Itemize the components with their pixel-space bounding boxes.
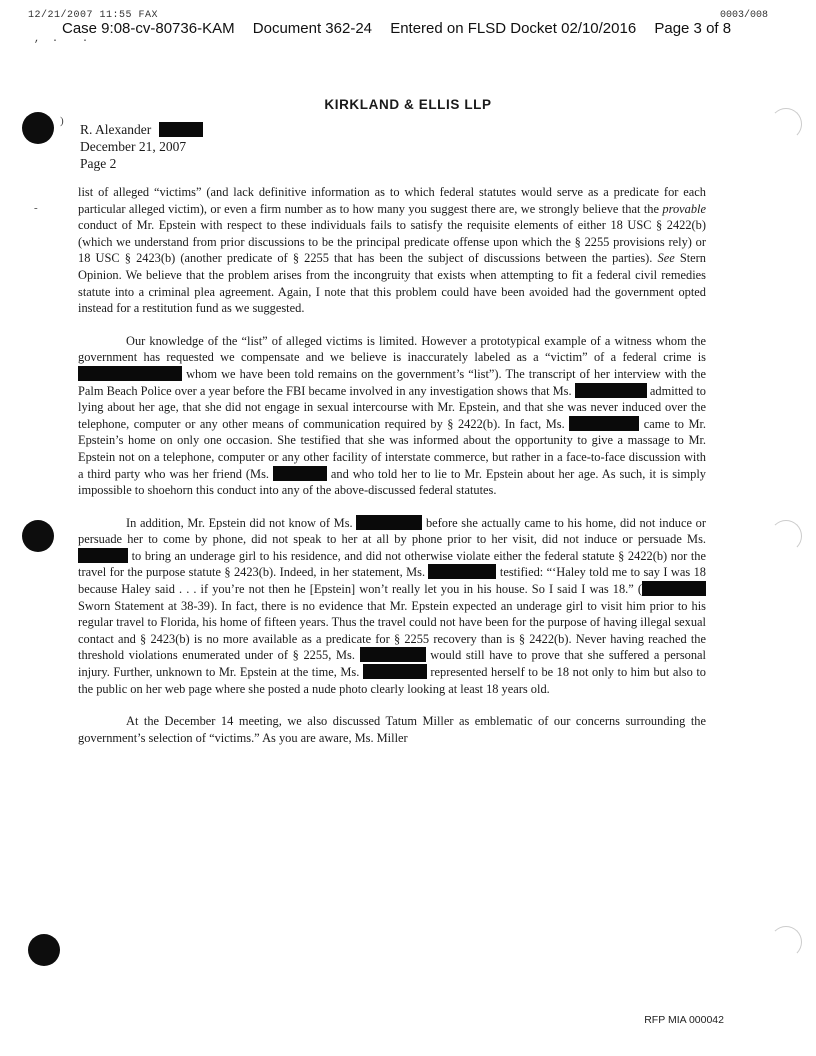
redaction xyxy=(575,383,647,398)
page-indicator: Page 3 of 8 xyxy=(654,20,732,37)
text-run: admitted to lying about her age, that she did not engage in sexual intercourse with Mr. Epstein, and that she was never induced over the telephone, computer or any other means of communication required by § 2422(b). In fact, Ms. xyxy=(78,383,706,431)
hole-punch xyxy=(22,112,54,144)
redaction xyxy=(363,664,427,679)
addressee-name: R. Alexander xyxy=(80,122,152,137)
fax-page-count: 0003/008 xyxy=(719,10,768,21)
paragraph-2 xyxy=(78,333,706,499)
paragraph-1 xyxy=(78,184,706,317)
docket-entry: Entered on FLSD Docket 02/10/2016 xyxy=(390,20,637,37)
text-run: testified: “‘Haley told me to say I was 18 because Haley said . . . if you’re not then he [Epstein] won’t really let you in his house. So I said I was 18.” ( xyxy=(78,565,706,597)
paragraph-3 xyxy=(78,515,706,698)
fax-timestamp: 12/21/2007 11:55 FAX xyxy=(28,10,159,21)
text-run: would still have to prove that she suffered a personal injury. Further, unknown to Mr. Epstein at the time, Ms. xyxy=(78,648,706,680)
text-run: Our knowledge of the “list” of alleged victims is limited. However a prototypical example of a witness whom the government has requested we compensate and we believe is inaccurately labeled as a “victim” of a federal crime is xyxy=(78,333,706,365)
hole-punch xyxy=(22,520,54,552)
bates-number: RFP MIA 000042 xyxy=(644,1014,724,1026)
text-run: to bring an underage girl to his residence, and did not otherwise violate either the federal statute § 2422(b) nor the travel for the purpose statute § 2423(b). Indeed, in her statement, Ms. xyxy=(78,548,706,580)
text-run: Sworn Statement at 38-39). In fact, there is no evidence that Mr. Epstein expected an underage girl to visit him prior to his regular travel to Florida, his home of fifteen years. Thus the travel could not have been for the purpose of having illegal sexual contact and § 2423(b) is no more available as a predicate for § 2255 recovery than is § 2422(b). Never having reached the threshold violations enumerated under of § 2255, Ms. xyxy=(78,598,706,663)
text-run: list of alleged “victims” (and lack definitive information as to which federal statutes would serve as a predicate for each particular alleged victim), or even a firm number as to how many you suggest there are, we strongly believe that the xyxy=(78,185,706,216)
redaction xyxy=(569,416,639,431)
scan-mark: ) xyxy=(60,115,64,127)
redaction xyxy=(642,581,706,596)
redaction xyxy=(428,564,496,579)
text-run: In addition, Mr. Epstein did not know of Ms. xyxy=(126,515,353,530)
text-run: Stern Opinion. We believe that the problem arises from the incongruity that exists when attempting to fit a federal civil remedies statute into a criminal plea agreement. Again, I note that this problem could have been avoided had the government opted instead for a restitution fund as we suggested. xyxy=(78,251,706,316)
paragraph-4 xyxy=(78,713,706,746)
text-run-italic: provable xyxy=(662,201,706,216)
addressee-name-line xyxy=(80,121,203,138)
text-run: before she actually came to his home, did not induce or persuade her to come by phone, did not speak to her at all by phone prior to her visit, did not induce or persuade Ms. xyxy=(78,515,706,547)
document-number: Document 362-24 xyxy=(252,20,373,37)
hole-punch xyxy=(28,934,60,966)
redaction xyxy=(78,548,128,563)
case-header xyxy=(62,20,802,37)
binder-ring-mark xyxy=(770,108,802,140)
letter-page-number: Page 2 xyxy=(80,156,117,171)
text-run: whom we have been told remains on the government’s “list”). The transcript of her interview with the Palm Beach Police over a year before the FBI became involved in any investigation shows that Ms. xyxy=(78,366,706,398)
text-run: conduct of Mr. Epstein with respect to these individuals fails to satisfy the requisite elements of either 18 USC § 2422(b) (which we understand from prior discussions to be the principal predicate offense upon which the § 2255 provisions rely) or 18 USC § 2423(b) (another predicate of § 2255 that has been the subject of discussions between the parties). xyxy=(78,218,706,266)
redaction xyxy=(360,647,426,662)
binder-ring-mark xyxy=(770,926,802,958)
case-number: Case 9:08-cv-80736-KAM xyxy=(62,20,235,37)
text-run: represented herself to be 18 not only to him but also to the public on her web page where she posted a nude photo clearly looking at least 18 years old. xyxy=(78,665,706,696)
scan-mark: - xyxy=(34,202,38,214)
redaction xyxy=(78,366,182,381)
letter-date: December 21, 2007 xyxy=(80,139,187,154)
redaction xyxy=(273,466,327,481)
text-run: and who told her to lie to Mr. Epstein about her age. As such, it is simply impossible to shoehorn this conduct into any of the above-discussed federal statutes. xyxy=(78,466,706,498)
addressee-block xyxy=(80,121,203,172)
text-run-italic: See xyxy=(657,251,675,266)
letter-body xyxy=(78,184,706,762)
text-run: came to Mr. Epstein’s home on only one occasion. She testified that she was informed about the opportunity to give a massage to Mr. Epstein not on a telephone, computer or any other facility of interstate commerce, but rather in a face-to-face discussion with a third party who was her friend (Ms. xyxy=(78,416,707,481)
binder-ring-mark xyxy=(770,520,802,552)
firm-letterhead: KIRKLAND & ELLIS LLP xyxy=(324,97,492,112)
fax-marks: , . . xyxy=(34,34,89,45)
text-run: At the December 14 meeting, we also discussed Tatum Miller as emblematic of our concerns surrounding the government’s selection of “victims.” As you are aware, Ms. Miller xyxy=(78,714,706,745)
redaction xyxy=(356,515,422,530)
redaction xyxy=(159,122,203,137)
